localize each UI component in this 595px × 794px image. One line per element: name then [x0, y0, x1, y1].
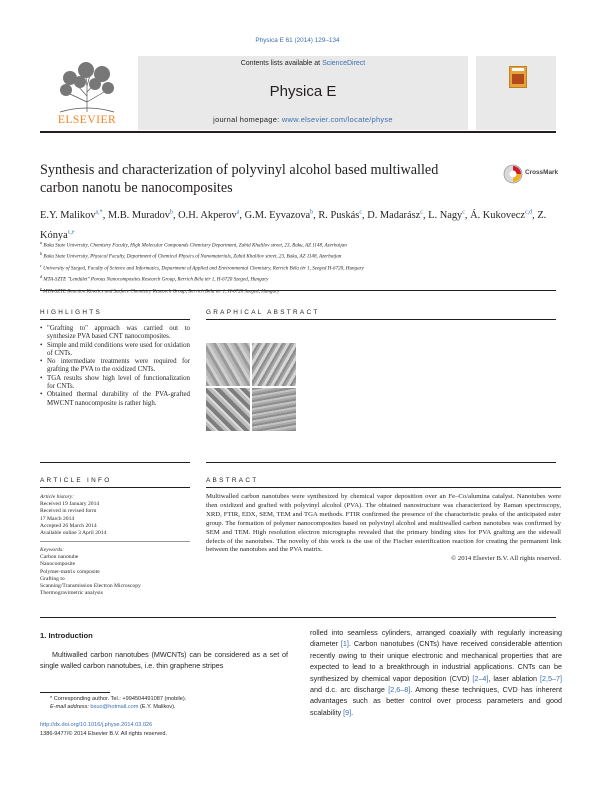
history-line: 17 March 2014: [40, 515, 75, 522]
keywords: [40, 547, 190, 597]
citation-link[interactable]: [2,6–8]: [388, 685, 411, 695]
highlights-rule: [40, 319, 190, 320]
history-line: Available online 3 April 2014: [40, 530, 107, 537]
intro-right-column: rolled into seamless cylinders, arranged coaxially with regularly increasing diameter [1]. Carbon nanotubes (CNTs) have received considerable attention recently owing to their unique electronic and mechanical properties that are expected to lead to a breakthrough in industrial applications. CNTs can be synthesized by chemical vapor deposition (CVD) [2–4], laser ablation [2,5–7] and d.c. arc discharge [2,6–8]. Among these techniques, CVD has inherent advantages such as better control over process parameters and good scalability [9].: [310, 628, 563, 717]
keyword: Grafting to: [40, 575, 65, 582]
journal-cover-thumbnail: [476, 56, 556, 130]
section-heading-introduction: 1. Introduction: [40, 631, 93, 640]
author: O.H. Akperov$^a$,: [178, 210, 245, 222]
crossmark-badge[interactable]: [503, 160, 563, 188]
sem-micrograph: [206, 388, 250, 431]
homepage-link[interactable]: www.elsevier.com/locate/physe: [281, 115, 393, 124]
email-note: E-mail address: bsuo@hotmail.com (E.Y. Malikov).: [50, 704, 176, 710]
abstract-body: [206, 493, 561, 564]
highlights-end-rule: [40, 462, 190, 463]
highlight-item: • Simple and mild conditions were used for oxidation of CNTs.: [40, 342, 190, 359]
author: Z. Kónya$^{c,e}$: [40, 210, 547, 241]
author: D. Madarász$^c$,: [367, 210, 429, 222]
affiliation-rule: [40, 290, 556, 291]
highlight-item: • No intermediate treatments were required for grafting the PVA to the oxidized CNTs.: [40, 358, 190, 375]
journal-name: Physica E: [269, 83, 337, 100]
highlights-list: [40, 325, 190, 408]
citation-link[interactable]: [1]: [340, 639, 349, 649]
author: M.B. Muradov$^b$,: [107, 210, 179, 222]
footnote-rule: [40, 692, 110, 693]
journal-homepage: [138, 115, 468, 124]
citation-link[interactable]: [2,5–7]: [540, 673, 562, 683]
author: L. Nagy$^c$,: [428, 210, 471, 222]
corresponding-author-note: * Corresponding author. Tel.: +994504491087 (mobile).: [50, 696, 187, 702]
affiliation: $^d$ MTA-SZTE "Lendület" Porous Nanocomposites Research Group, Rerrich Béla tér 1, H-6720 Szeged, Hungary: [40, 274, 269, 284]
crossmark-label: CrossMark: [525, 169, 559, 176]
graphical-abstract-figure: [206, 343, 296, 433]
email-link[interactable]: bsuo@hotmail.com: [90, 704, 139, 710]
masthead-rule: [40, 131, 556, 133]
publisher-name: ELSEVIER: [57, 114, 117, 126]
graphical-abstract-end-rule: [206, 462, 556, 463]
history-line: Received in revised form: [40, 508, 97, 515]
affiliation: $^a$ Baku State University, Chemistry Faculty, High Molecular Compounds Chemistry Department, Zahid Khalilov street, 23, Baku, AZ 1148, Azerbaijan: [40, 240, 347, 249]
abstract-heading: ABSTRACT: [206, 477, 259, 484]
author: E.Y. Malikov$^{a,*}$,: [40, 210, 108, 222]
article-info-heading: ARTICLE INFO: [40, 477, 112, 484]
highlights-heading: HIGHLIGHTS: [40, 309, 103, 316]
front-matter-rule: [40, 617, 556, 618]
keyword: Scanning/Transmission Electron Microscopy: [40, 583, 141, 590]
highlight-item: • Obtained thermal durability of the PVA-grafted MWCNT nanocomposite is rather high.: [40, 391, 190, 408]
tem-micrograph: [206, 343, 250, 386]
keywords-rule: [40, 541, 190, 542]
history-line: Received 19 January 2014: [40, 501, 100, 508]
journal-reference[interactable]: Physica E 61 (2014) 129–134: [255, 37, 340, 44]
affiliation: $^b$ Baku State University, Physical Faculty, Department of Chemical Physics of Nanomaterials, Zahid Khalilov street, 23, Baku, AZ 1148, Azerbaijan: [40, 251, 342, 261]
hrtem-micrograph: [252, 388, 296, 431]
abstract-rule: [206, 487, 561, 488]
keyword: Thermogravimetric analysis: [40, 590, 103, 597]
history-label: Article history:: [40, 494, 75, 500]
article-title: Synthesis and characterization of polyvinyl alcohol based multiwalled carbon nanotu be nanocomposites: [40, 162, 439, 196]
issn-line: 1386-9477/© 2014 Elsevier B.V. All rights reserved.: [40, 731, 168, 737]
keyword: Polymer-matrix composite: [40, 568, 100, 575]
affiliation: $^e$ MTA-SZTE Reaction Kinetics and Surface Chemistry Research Group, Rerrich Béla tér 1, H-6720 Szeged, Hungary: [40, 285, 280, 295]
homepage-prefix: journal homepage:: [213, 115, 282, 124]
graphical-abstract-rule: [206, 319, 556, 320]
elsevier-logo: [40, 56, 134, 130]
keyword: Carbon nanotube: [40, 554, 79, 561]
author: R. Puskás$^c$,: [318, 210, 368, 222]
article-info-rule: [40, 487, 190, 488]
highlight-item: • TGA results show high level of functionalization for CNTs.: [40, 375, 190, 392]
author: G.M. Eyvazova$^b$,: [244, 210, 319, 222]
graphical-abstract-heading: GRAPHICAL ABSTRACT: [206, 309, 320, 316]
tem-micrograph: [252, 343, 296, 386]
author: Á. Kukovecz$^{c,d}$,: [470, 210, 538, 222]
contents-prefix: Contents lists available at: [240, 60, 323, 67]
intro-left-column: Multiwalled carbon nanotubes (MWCNTs) can be considered as a set of single walled carbon nanotubes, i.e. thin graphene stripes: [40, 650, 288, 671]
affiliation: $^c$ University of Szeged, Faculty of Science and Informatics, Department of Applied and Environmental Chemistry, Rerrich Béla tér 1, Szeged H-6720, Hungary: [40, 262, 364, 272]
affiliations: [40, 239, 556, 296]
doi-link[interactable]: http://dx.doi.org/10.1016/j.physe.2014.03.026: [40, 722, 153, 728]
keyword: Nanocomposite: [40, 561, 76, 568]
crossmark-icon: [503, 164, 523, 184]
contents-line: [138, 60, 468, 67]
sciencedirect-link[interactable]: ScienceDirect: [322, 60, 366, 67]
abstract-copyright: © 2014 Elsevier B.V. All rights reserved.: [451, 555, 561, 563]
history-line: Accepted 26 March 2014: [40, 522, 97, 529]
citation-link[interactable]: [2–4]: [472, 673, 489, 683]
article-history: [40, 494, 190, 537]
abstract-text: Multiwalled carbon nanotubes were synthesized by chemical vapor deposition over an Fe–Co/alumina catalyst. Nanotubes were then oxidized and grafted with polyvinyl alcohol (PVA). The obtained nanostructure was characterized by Raman spectroscopy, XRD, FTIR, EDX, SEM, TEM and TGA methods. FTIR confirmed the presence of the characteristic peaks of the anticipated ester group. The formation of polymer nanocomposites based on polyvinyl alcohol and multiwalled carbon nanotubes was confirmed by SEM and TEM. High resolution electron micrographs revealed that the primary binding sites for PVA grafting are the sidewall defects of the nanotubes. The novelty of this work is the use of the Fischer esterification reaction for creating the permanent link between the nanotubes and the PVA matrix.: [206, 493, 561, 554]
highlight-item: • "Grafting to" approach was carried out to synthesize PVA based CNT nanocomposites.: [40, 325, 190, 342]
keywords-label: Keywords:: [40, 547, 65, 553]
citation-link[interactable]: [9]: [343, 707, 352, 717]
